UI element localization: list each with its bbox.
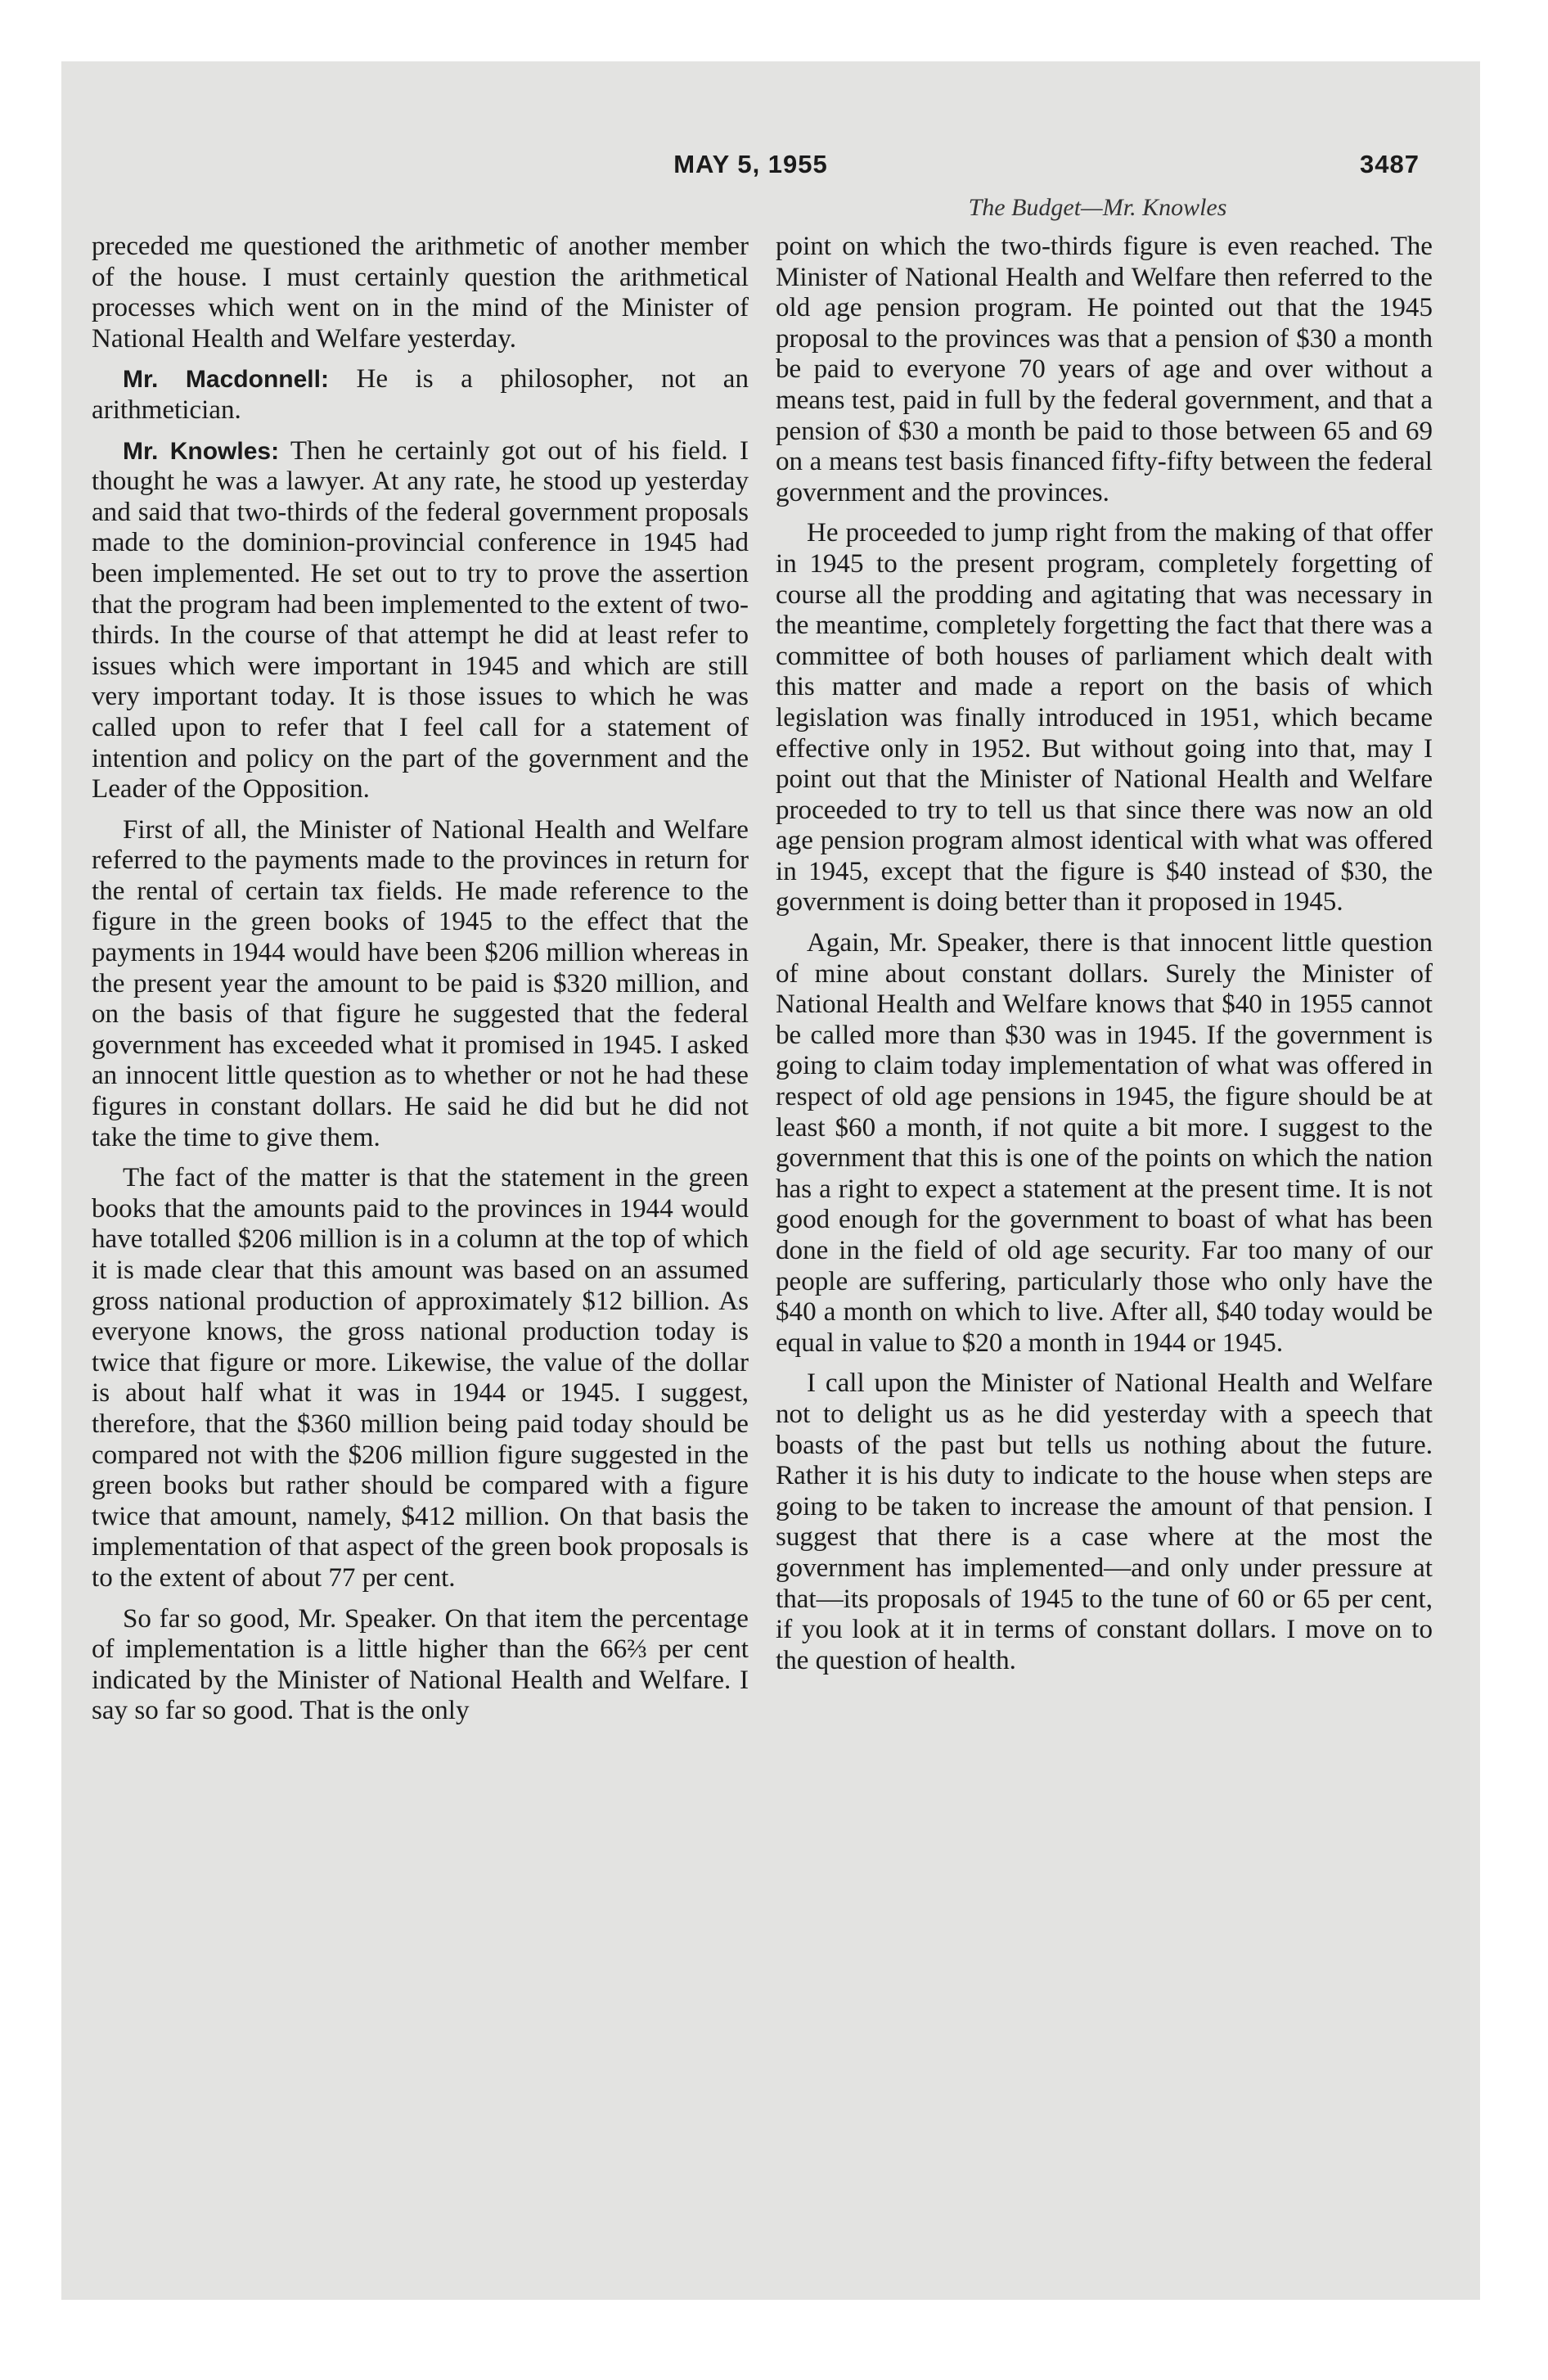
speech-text: Then he certainly got out of his field. I thought he was a lawyer. At any rate, he stood up yesterday and said that two-thirds of the federal government proposals made to the dominion-provincial conference in 1945 had been implemented. He set out to try to prove the assertion that the program had been implemented to the extent of two-thirds. In the course of that attempt he did at least refer to issues which were important in 1945 and which are still very important today. It is those issues to which he was called upon to refer that I feel call for a statement of intention and policy on the part of the government and the Leader of the Opposition. [92,435,749,805]
paragraph [92,364,749,426]
page-header [82,150,1420,186]
speaker-name: Mr. Knowles: [123,437,280,465]
speaker-name: Mr. Macdonnell: [123,366,329,394]
header-date: MAY 5, 1955 [673,150,828,178]
paragraph: The fact of the matter is that the statement in the green books that the amounts paid to the provinces in 1944 would have totalled $206 million is in a column at the top of which it is made clear that this amount was based on an assumed gross national production of approximately $12 billion. As everyone knows, the gross national production today is twice that figure or more. Likewise, the value of the dollar is about half what it was in 1944 or 1945. I suggest, therefore, that the $360 million being paid today should be compared not with the $206 million figure suggested in the green books but rather should be compared with a figure twice that amount, namely, $412 million. On that basis the implementation of that aspect of the green book proposals is to the extent of about 77 per cent. [92,1163,749,1593]
paragraph: point on which the two-thirds figure is even reached. The Minister of National Health and Welfare then referred to the old age pension program. He pointed out that the 1945 proposal to the provinces was that a pension of $30 a month be paid to everyone 70 years of age and over without a means test, paid in full by the federal government, and that a pension of $30 a month be paid to those between 65 and 69 on a means test basis financed fifty-fifty between the federal government and the provinces. [776,232,1433,507]
running-head: The Budget—Mr. Knowles [968,194,1227,221]
paragraph: preceded me questioned the arithmetic of another member of the house. I must certainly question the arithmetical processes which went on in the mind of the Minister of National Health and Welfare yesterday. [92,232,749,354]
page-number: 3487 [1360,150,1420,178]
paragraph: First of all, the Minister of National Health and Welfare referred to the payments made to the provinces in return for the rental of certain tax fields. He made reference to the figure in the green books of 1945 to the effect that the payments in 1944 would have been $206 million whereas in the present year the amount to be paid is $320 million, and on the basis of that figure he suggested that the federal government has exceeded what it promised in 1945. I asked an innocent little question as to whether or not he had these figures in constant dollars. He said he did but he did not take the time to give them. [92,814,749,1152]
paragraph: He proceeded to jump right from the making of that offer in 1945 to the present program, completely forgetting of course all the prodding and agitating that was necessary in the meantime, completely forgetting the fact that there was a committee of both houses of parliament which dealt with this matter and made a report on the basis of which legislation was finally introduced in 1951, which became effective only in 1952. But without going into that, may I point out that the Minister of National Health and Welfare proceeded to try to tell us that since there was now an old age pension program almost identical with what was offered in 1945, except that the figure is $40 instead of $30, the government is doing better than it proposed in 1945. [776,518,1433,917]
paragraph [92,436,749,805]
left-column [92,232,749,1967]
paragraph: Again, Mr. Speaker, there is that innocent little question of mine about constant dollars. Surely the Minister of National Health and Welfare knows that $40 in 1955 cannot be called more than $30 was in 1945. If the government is going to claim today implementation of what was offered in respect of old age pensions in 1945, the figure should be at least $60 a month, if not quite a bit more. I suggest to the government that this is one of the points on which the nation has a right to expect a statement at the present time. It is not good enough for the government to boast of what has been done in the field of old age security. Far too many of our people are suffering, particularly those who only have the $40 a month on which to live. After all, $40 today would be equal in value to $20 a month in 1944 or 1945. [776,928,1433,1358]
speech-text: He is a philosopher, not an arithmetician. [92,364,749,425]
paragraph: I call upon the Minister of National Health and Welfare not to delight us as he did yesterday with a speech that boasts of the past but tells us nothing about the future. Rather it is his duty to indicate to the house when steps are going to be taken to increase the amount of that pension. I suggest that there is a case where at the most the government has implemented—and only under pressure at that—its proposals of 1945 to the tune of 60 or 65 per cent, if you look at it in terms of constant dollars. I move on to the question of health. [776,1368,1433,1675]
paragraph: So far so good, Mr. Speaker. On that item the percentage of implementation is a little higher than the 66⅔ per cent indicated by the Minister of National Health and Welfare. I say so far so good. That is the only [92,1603,749,1726]
right-column [776,232,1433,1967]
